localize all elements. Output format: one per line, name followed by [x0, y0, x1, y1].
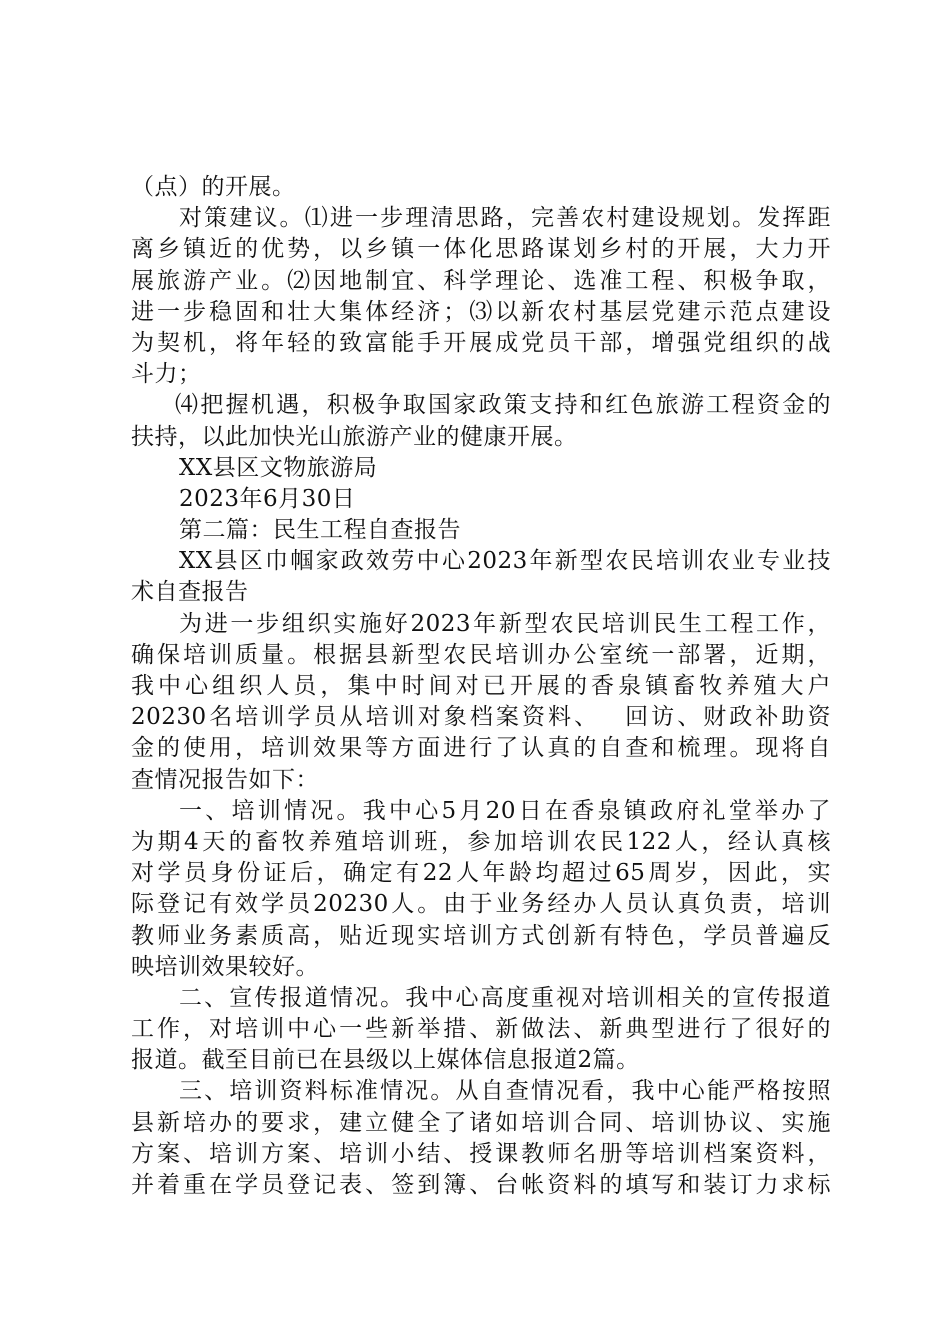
text-line: 确保培训质量。根据县新型农民培训办公室统一部署，近期， [131, 641, 831, 668]
report-title-cont: 术自查报告 [131, 579, 249, 606]
text-line: 教师业务素质高，贴近现实培训方式创新有特色，学员普遍反 [131, 922, 831, 949]
text-line: 一、培训情况。我中心5月20日在香泉镇政府礼堂举办了 [179, 797, 831, 824]
text-line: 映培训效果较好。 [131, 953, 319, 980]
text-line: 斗力； [131, 361, 202, 388]
text-line: 三、培训资料标准情况。从自查情况看，我中心能严格按照 [179, 1078, 831, 1105]
signature-date: 2023年6月30日 [179, 485, 356, 512]
text-line: 际登记有效学员20230人。由于业务经办人员认真负责，培训 [131, 891, 831, 918]
report-title: XX县区巾帼家政效劳中心2023年新型农民培训农业专业技 [179, 548, 831, 575]
text-line: 并着重在学员登记表、签到簿、台帐资料的填写和装订力求标 [131, 1172, 831, 1198]
text-line: 二、宣传报道情况。我中心高度重视对培训相关的宣传报道 [179, 984, 831, 1011]
text-line: 展旅游产业。⑵因地制宜、科学理论、选准工程、积极争取， [131, 267, 831, 294]
text-line: 离乡镇近的优势，以乡镇一体化思路谋划乡村的开展，大力开 [131, 236, 831, 263]
text-line: 金的使用，培训效果等方面进行了认真的自查和梳理。现将自 [131, 735, 831, 762]
text-line: 为期4天的畜牧养殖培训班，参加培训农民122人，经认真核 [131, 828, 831, 855]
section-heading: 第二篇：民生工程自查报告 [179, 517, 461, 544]
text-line: 进一步稳固和壮大集体经济；⑶以新农村基层党建示范点建设 [131, 298, 831, 325]
text-line: 查情况报告如下： [131, 766, 319, 793]
text-line: （点）的开展。 [131, 174, 296, 200]
text-line: 扶持，以此加快光山旅游产业的健康开展。 [131, 423, 578, 450]
text-line: 对策建议。⑴进一步理清思路，完善农村建设规划。发挥距 [179, 205, 831, 232]
text-line: 报道。截至目前已在县级以上媒体信息报道2篇。 [131, 1047, 640, 1074]
text-line: ⑷把握机遇，积极争取国家政策支持和红色旅游工程资金的 [175, 392, 831, 419]
text-line: 我中心组织人员，集中时间对已开展的香泉镇畜牧养殖大户 [131, 673, 831, 699]
text-line: 对学员身份证后，确定有22人年龄均超过65周岁，因此，实 [131, 860, 831, 887]
text-line: 方案、培训方案、培训小结、授课教师名册等培训档案资料， [131, 1140, 831, 1167]
signature-org: XX县区文物旅游局 [179, 454, 378, 481]
text-line: 工作，对培训中心一些新举措、新做法、新典型进行了很好的 [131, 1016, 831, 1043]
text-line: 为进一步组织实施好2023年新型农民培训民生工程工作， [179, 610, 831, 637]
document-page [131, 172, 831, 1201]
text-line: 为契机，将年轻的致富能手开展成党员干部，增强党组织的战 [131, 329, 831, 356]
text-line: 县新培办的要求，建立健全了诸如培训合同、培训协议、实施 [131, 1109, 831, 1136]
text-line: 20230名培训学员从培训对象档案资料、 回访、财政补助资 [131, 704, 831, 731]
